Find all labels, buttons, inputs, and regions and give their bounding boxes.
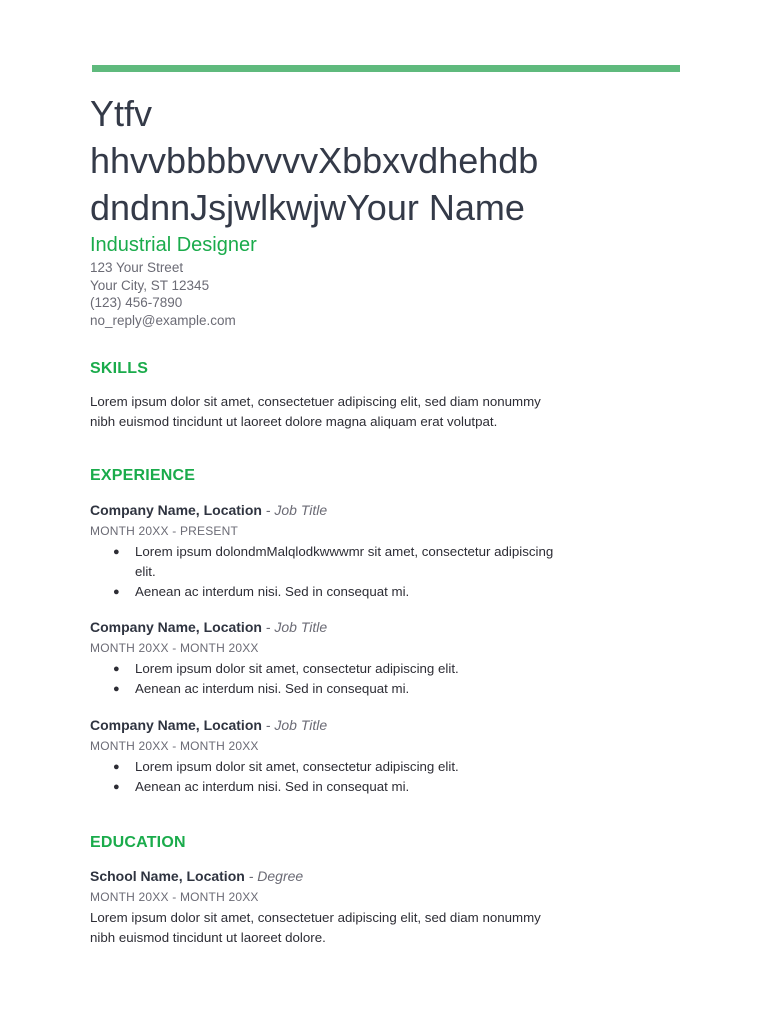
bullet-text: Lorem ipsum dolor sit amet, consectetur adipiscing elit. <box>135 759 459 774</box>
bullet-icon: ● <box>113 586 120 598</box>
bullet-icon: ● <box>113 683 120 695</box>
education-dates: MONTH 20XX - MONTH 20XX <box>90 890 259 904</box>
school-header <box>90 867 560 885</box>
job-entry-3 <box>90 716 555 797</box>
job-bullets <box>90 757 555 797</box>
name-heading <box>90 90 590 231</box>
bullet-text: Lorem ipsum dolor sit amet, consectetur adipiscing elit. <box>135 661 459 676</box>
job-title: Job Title <box>274 619 328 635</box>
name-line-1: Ytfv <box>90 93 153 134</box>
list-item <box>90 542 555 582</box>
bullet-icon: ● <box>113 663 120 675</box>
degree: Degree <box>257 868 304 884</box>
education-heading: EDUCATION <box>90 834 186 851</box>
list-item <box>90 679 555 699</box>
list-item <box>90 582 555 602</box>
school-name: School Name, Location <box>90 868 245 884</box>
role-title: Industrial Designer <box>90 234 257 256</box>
skills-heading: SKILLS <box>90 360 149 377</box>
list-item <box>90 777 555 797</box>
skills-text <box>90 392 560 432</box>
job-separator: - <box>261 619 275 635</box>
education-line-2: nibh euismod tincidunt ut laoreet dolore. <box>90 930 326 945</box>
job-separator: - <box>261 502 275 518</box>
contact-city: Your City, ST 12345 <box>90 277 210 293</box>
top-accent-rule <box>92 65 680 72</box>
name-line-2: hhvvbbbbvvvvXbbxvdhehdb <box>90 140 539 181</box>
contact-phone: (123) 456-7890 <box>90 295 183 311</box>
bullet-icon: ● <box>113 761 120 773</box>
bullet-text: Aenean ac interdum nisi. Sed in consequat mi. <box>135 584 410 599</box>
skills-line-2: nibh euismod tincidunt ut laoreet dolore magna aliquam erat volutpat. <box>90 414 498 429</box>
contact-block <box>90 259 236 329</box>
job-company: Company Name, Location <box>90 619 262 635</box>
education-text <box>90 908 560 948</box>
bullet-text: Aenean ac interdum nisi. Sed in consequat mi. <box>135 681 410 696</box>
experience-heading: EXPERIENCE <box>90 467 196 484</box>
job-entry-2 <box>90 618 555 699</box>
job-dates: MONTH 20XX - PRESENT <box>90 524 239 538</box>
job-header <box>90 618 555 636</box>
name-line-3: dndnnJsjwlkwjwYour Name <box>90 187 525 228</box>
bullet-text: Aenean ac interdum nisi. Sed in consequat mi. <box>135 779 410 794</box>
job-dates: MONTH 20XX - MONTH 20XX <box>90 739 259 753</box>
job-dates: MONTH 20XX - MONTH 20XX <box>90 641 259 655</box>
job-entry-1 <box>90 501 555 602</box>
job-separator: - <box>261 717 275 733</box>
job-company: Company Name, Location <box>90 502 262 518</box>
education-line-1: Lorem ipsum dolor sit amet, consectetuer adipiscing elit, sed diam nonummy <box>90 910 541 925</box>
contact-email: no_reply@example.com <box>90 312 236 328</box>
job-header <box>90 716 555 734</box>
education-entry <box>90 867 560 948</box>
degree-separator: - <box>244 868 258 884</box>
job-title: Job Title <box>274 502 328 518</box>
bullet-icon: ● <box>113 781 120 793</box>
contact-street: 123 Your Street <box>90 260 184 275</box>
job-bullets <box>90 542 555 602</box>
list-item <box>90 757 555 777</box>
job-bullets <box>90 659 555 699</box>
list-item <box>90 659 555 679</box>
job-title: Job Title <box>274 717 328 733</box>
job-company: Company Name, Location <box>90 717 262 733</box>
bullet-text: Lorem ipsum dolondmMalqlodkwwwmr sit amet, consectetur adipiscing elit. <box>135 544 554 579</box>
job-header <box>90 501 555 519</box>
skills-line-1: Lorem ipsum dolor sit amet, consectetuer adipiscing elit, sed diam nonummy <box>90 394 541 409</box>
bullet-icon: ● <box>113 546 120 558</box>
